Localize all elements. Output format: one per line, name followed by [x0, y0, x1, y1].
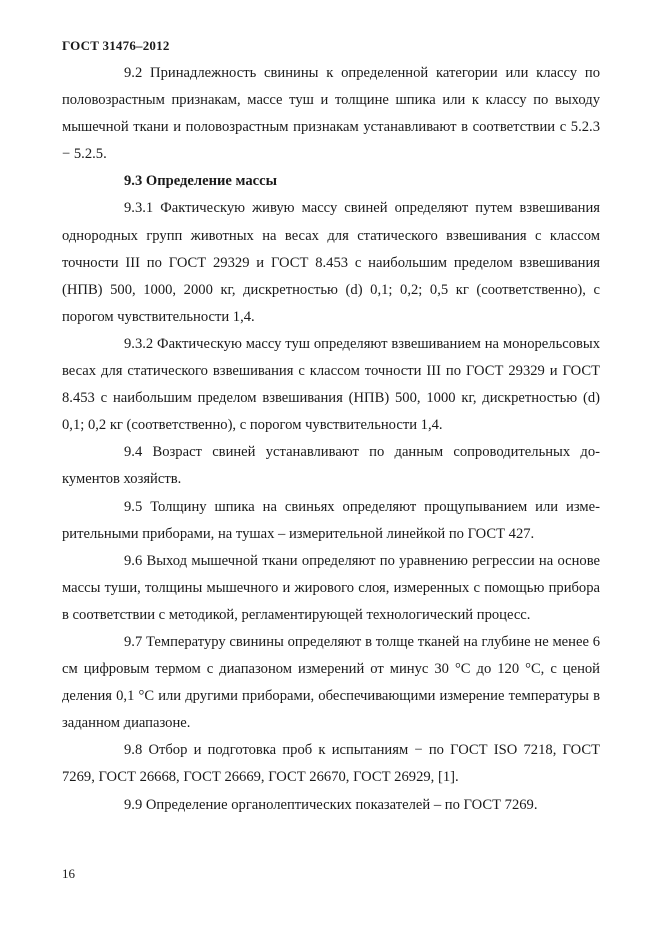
paragraph-9-4: 9.4 Возраст свиней устанавливают по данным сопроводительных документов хозяйств. — [62, 444, 600, 488]
document-body — [62, 60, 600, 819]
paragraph-9-6: 9.6 Выход мышечной ткани определяют по уравнению регрессии на основе массы туши, толщины мышечного и жирового слоя, измеренных с помощью прибора в соответствии с методикой, регламентирующей технологический процесс. — [62, 552, 600, 623]
paragraph-9-7: 9.7 Температуру свинины определяют в толще тканей на глубине не менее 6 см цифровым термом с диапазоном измерений от минус 30 °С до 120 °С, с ценой деления 0,1 °С или другими приборами, обеспечивающими измерение температуры в заданном диапазоне. — [62, 633, 600, 732]
paragraph-9-5: 9.5 Толщину шпика на свиньях определяют прощупыванием или измерительными приборами, на тушах – измерительной линейкой по ГОСТ 427. — [62, 498, 600, 542]
paragraph-9-2: 9.2 Принадлежность свинины к определенной категории или классу по половозрастным признакам, массе туш и толщине шпика или к классу по выходу мышечной ткани и половозрастным признакам устанавливают в соответствии с 5.2.3 − 5.2.5. — [62, 65, 600, 163]
paragraph-9-8: 9.8 Отбор и подготовка проб к испытаниям − по ГОСТ ISO 7218, ГОСТ 7269, ГОСТ 26668, ГОСТ 26669, ГОСТ 26670, ГОСТ 26929, [1]. — [62, 742, 600, 786]
page-number: 16 — [62, 866, 75, 881]
paragraph-9-3-1: 9.3.1 Фактическую живую массу свиней определяют путем взвешивания однородных групп животных на весах для статического взвешивания с классом точности III по ГОСТ 29329 и ГОСТ 8.453 с наибольшим пределом взвешивания (НПВ) 500, 1000, 2000 кг, дискретностью (d) 0,1; 0,2; 0,5 кг (соответственно), с порогом чувствительности 1,4. — [62, 200, 600, 325]
document-header: ГОСТ 31476–2012 — [62, 38, 170, 53]
paragraph-9-9: 9.9 Определение органолептических показателей – по ГОСТ 7269. — [124, 796, 538, 813]
section-heading-9-3: 9.3 Определение массы — [124, 173, 278, 190]
paragraph-9-3-2: 9.3.2 Фактическую массу туш определяют взвешиванием на монорельсовых весах для статического взвешивания с классом точности III по ГОСТ 29329 и ГОСТ 8.453 с наибольшим пределом взвешивания (НПВ) 500, 1000 кг, дискретностью (d) 0,1; 0,2 кг (соответственно), с порогом чувствительности 1,4. — [62, 335, 600, 434]
